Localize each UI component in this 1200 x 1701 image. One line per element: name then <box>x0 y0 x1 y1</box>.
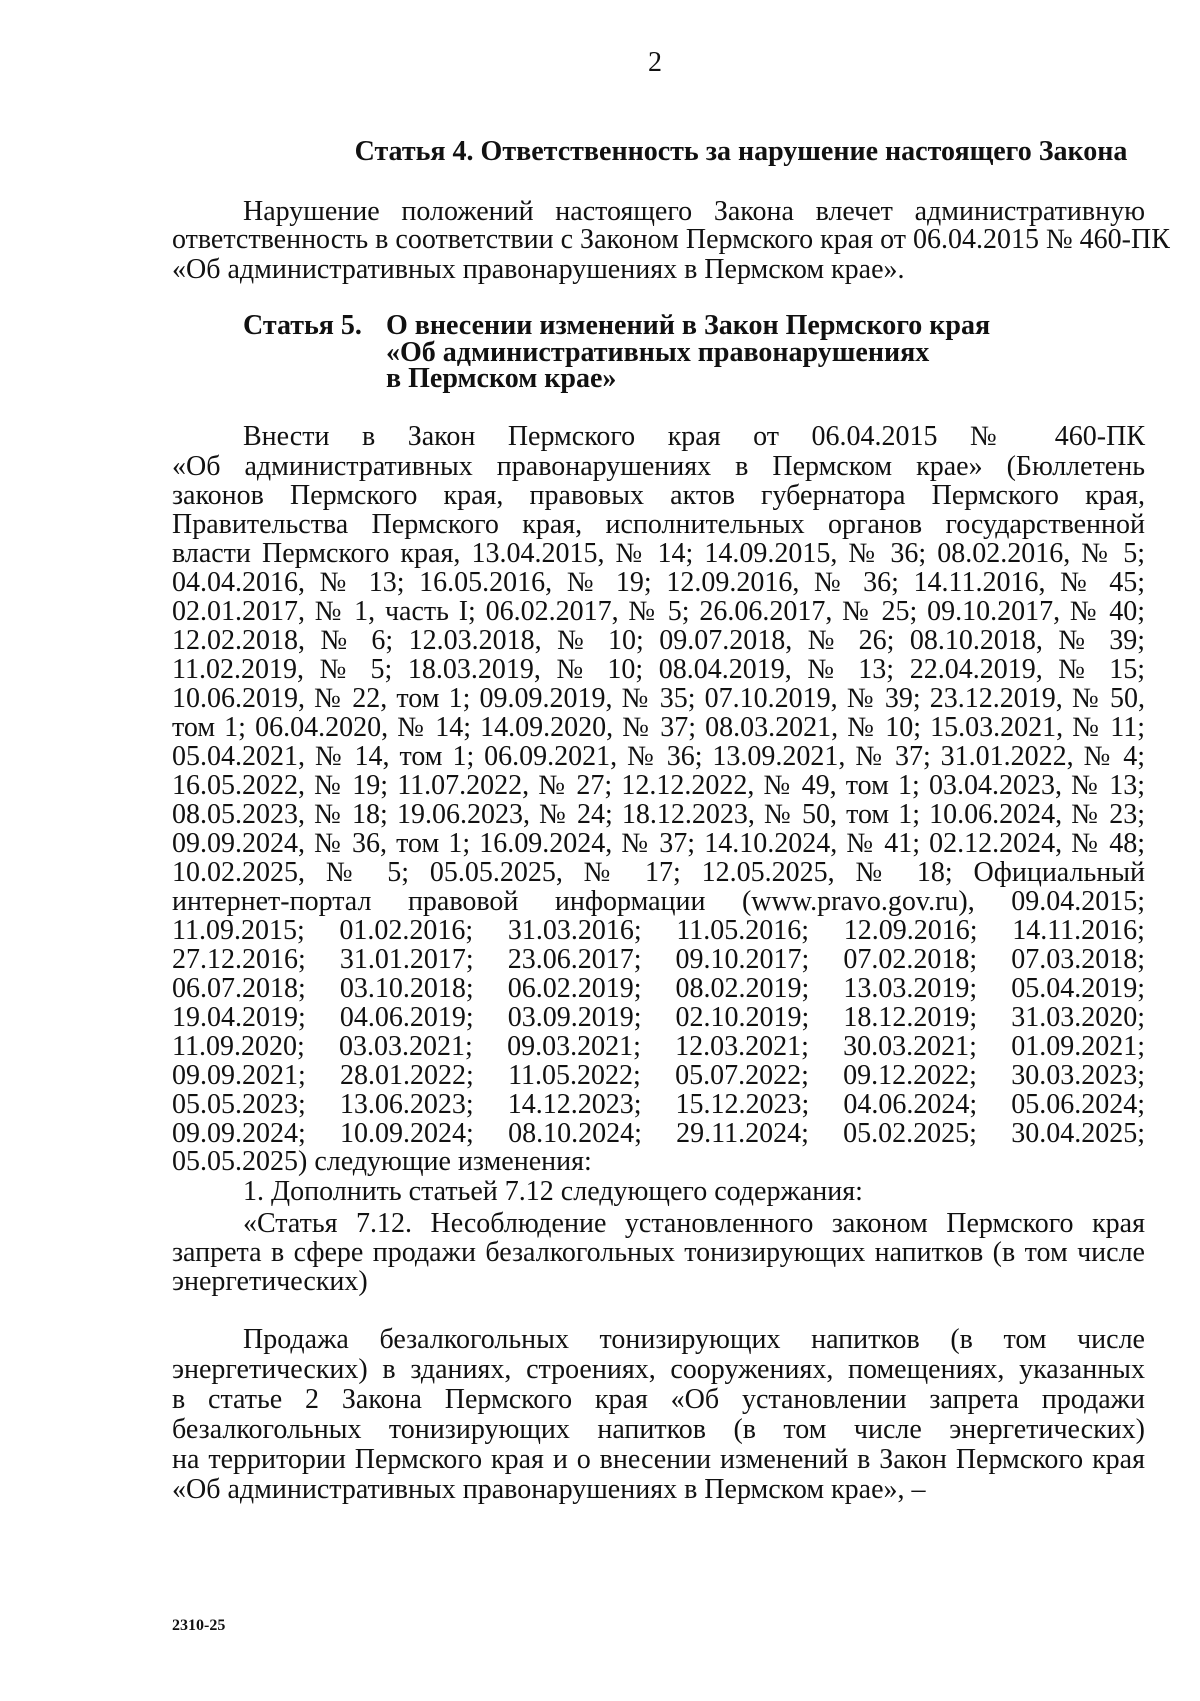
date-entry: 07.02.2018; <box>843 944 978 975</box>
article-4-line: ответственность в соответствии с Законом Пермского края от 06.04.2015 № 460-ПК <box>172 224 1170 255</box>
date-entry: 03.09.2019; <box>507 1002 642 1033</box>
date-entry: 09.12.2022; <box>843 1060 977 1091</box>
date-entry: 05.02.2025; <box>843 1118 977 1149</box>
article-5-body-line: 10.06.2019, № 22, том 1; 09.09.2019, № 35; 07.10.2019, № 39; 23.12.2019, № 50, <box>172 683 1145 714</box>
date-entry: 05.04.2019; <box>1011 973 1145 1004</box>
article-5-body-line: Внести в Закон Пермского края от 06.04.2015 № 460-ПК <box>243 421 1145 452</box>
article-5-title-line: в Пермском крае» <box>386 363 617 394</box>
date-entry: 07.03.2018; <box>1011 944 1145 975</box>
article-7-12-line: «Статья 7.12. Несоблюдение установленного законом Пермского края <box>243 1208 1145 1239</box>
date-entry: 01.09.2021; <box>1011 1031 1145 1062</box>
item-1: 1. Дополнить статьей 7.12 следующего содержания: <box>243 1176 863 1207</box>
date-entry: 11.09.2015; <box>172 915 305 946</box>
date-entry: 01.02.2016; <box>339 915 474 946</box>
date-entry: 19.04.2019; <box>172 1002 306 1033</box>
article-5-body-line: интернет-портал правовой информации (www.pravo.gov.ru), 09.04.2015; <box>172 886 1145 917</box>
article-5-body-line: «Об административных правонарушениях в Пермском крае» (Бюллетень <box>172 451 1145 482</box>
dates-row <box>172 1090 1145 1120</box>
date-entry: 11.05.2016; <box>676 915 810 946</box>
article-4-title: Статья 4. Ответственность за нарушение настоящего Закона <box>354 136 1128 167</box>
date-entry: 12.03.2021; <box>675 1031 809 1062</box>
sale-line: безалкогольных тонизирующих напитков (в том числе энергетических) <box>172 1414 1145 1445</box>
article-5-closing-line: 05.05.2025) следующие изменения: <box>172 1146 592 1177</box>
date-entry: 03.10.2018; <box>339 973 474 1004</box>
dates-row <box>172 945 1145 975</box>
date-entry: 15.12.2023; <box>675 1089 810 1120</box>
sale-line: на территории Пермского края и о внесении изменений в Закон Пермского края <box>172 1444 1145 1475</box>
date-entry: 27.12.2016; <box>172 944 306 975</box>
date-entry: 03.03.2021; <box>339 1031 473 1062</box>
date-entry: 18.12.2019; <box>843 1002 978 1033</box>
date-entry: 08.02.2019; <box>675 973 810 1004</box>
date-entry: 05.05.2023; <box>172 1089 306 1120</box>
sale-line: Продажа безалкогольных тонизирующих напитков (в том числе <box>243 1324 1145 1355</box>
date-entry: 11.05.2022; <box>508 1060 641 1091</box>
date-entry: 28.01.2022; <box>340 1060 474 1091</box>
date-entry: 08.10.2024; <box>508 1118 642 1149</box>
article-7-12-line: энергетических) <box>172 1266 368 1297</box>
date-entry: 05.06.2024; <box>1011 1089 1145 1120</box>
article-5-label: Статья 5. <box>243 310 362 341</box>
date-entry: 11.09.2020; <box>172 1031 305 1062</box>
date-entry: 06.07.2018; <box>172 973 306 1004</box>
date-entry: 31.03.2020; <box>1011 1002 1145 1033</box>
dates-row <box>172 1061 1145 1091</box>
article-5-body-line: Правительства Пермского края, исполнительных органов государственной <box>172 509 1145 540</box>
article-5-body-line: 04.04.2016, № 13; 16.05.2016, № 19; 12.09.2016, № 36; 14.11.2016, № 45; <box>172 567 1145 598</box>
date-entry: 30.03.2021; <box>843 1031 977 1062</box>
date-entry: 09.09.2021; <box>172 1060 306 1091</box>
article-5-body-line: 11.02.2019, № 5; 18.03.2019, № 10; 08.04.2019, № 13; 22.04.2019, № 15; <box>172 654 1145 685</box>
article-5-body-line: 05.04.2021, № 14, том 1; 06.09.2021, № 36; 13.09.2021, № 37; 31.01.2022, № 4; <box>172 741 1145 772</box>
article-4-line: «Об административных правонарушениях в Пермском крае». <box>172 254 905 285</box>
date-entry: 14.12.2023; <box>507 1089 642 1120</box>
dates-row <box>172 1119 1145 1149</box>
sale-line: в статье 2 Закона Пермского края «Об установлении запрета продажи <box>172 1384 1145 1415</box>
dates-row <box>172 916 1145 946</box>
date-entry: 02.10.2019; <box>675 1002 810 1033</box>
article-5-body-line: 10.02.2025, № 5; 05.05.2025, № 17; 12.05.2025, № 18; Официальный <box>172 857 1145 888</box>
document-code: 2310-25 <box>172 1617 226 1634</box>
article-5-body-line: 16.05.2022, № 19; 11.07.2022, № 27; 12.12.2022, № 49, том 1; 03.04.2023, № 13; <box>172 770 1145 801</box>
sale-line: «Об административных правонарушениях в Пермском крае», – <box>172 1474 926 1505</box>
article-5-title-line: «Об административных правонарушениях <box>386 337 930 368</box>
article-5-body-line: 02.01.2017, № 1, часть I; 06.02.2017, № 5; 26.06.2017, № 25; 09.10.2017, № 40; <box>172 596 1145 627</box>
date-entry: 12.09.2016; <box>843 915 978 946</box>
article-5-body-line: 08.05.2023, № 18; 19.06.2023, № 24; 18.12.2023, № 50, том 1; 10.06.2024, № 23; <box>172 799 1145 830</box>
article-5-body-line: законов Пермского края, правовых актов губернатора Пермского края, <box>172 480 1145 511</box>
date-entry: 31.01.2017; <box>339 944 474 975</box>
date-entry: 05.07.2022; <box>675 1060 809 1091</box>
dates-row <box>172 974 1145 1004</box>
article-5-body-line: власти Пермского края, 13.04.2015, № 14; 14.09.2015, № 36; 08.02.2016, № 5; <box>172 538 1145 569</box>
dates-row <box>172 1003 1145 1033</box>
date-entry: 31.03.2016; <box>507 915 642 946</box>
article-4-line: Нарушение положений настоящего Закона влечет административную <box>243 196 1145 227</box>
page-number: 2 <box>648 47 662 78</box>
date-entry: 29.11.2024; <box>676 1118 809 1149</box>
date-entry: 04.06.2024; <box>843 1089 978 1120</box>
date-entry: 30.04.2025; <box>1011 1118 1145 1149</box>
article-5-body-line: 09.09.2024, № 36, том 1; 16.09.2024, № 37; 14.10.2024, № 41; 02.12.2024, № 48; <box>172 828 1145 859</box>
date-entry: 04.06.2019; <box>339 1002 474 1033</box>
date-entry: 30.03.2023; <box>1011 1060 1145 1091</box>
article-5-body-line: том 1; 06.04.2020, № 14; 14.09.2020, № 37; 08.03.2021, № 10; 15.03.2021, № 11; <box>172 712 1145 743</box>
date-entry: 13.06.2023; <box>339 1089 474 1120</box>
date-entry: 23.06.2017; <box>507 944 642 975</box>
date-entry: 10.09.2024; <box>340 1118 474 1149</box>
date-entry: 14.11.2016; <box>1012 915 1145 946</box>
article-5-body-line: 12.02.2018, № 6; 12.03.2018, № 10; 09.07.2018, № 26; 08.10.2018, № 39; <box>172 625 1145 656</box>
article-5-title-line: О внесении изменений в Закон Пермского края <box>386 310 991 341</box>
date-entry: 09.09.2024; <box>172 1118 306 1149</box>
sale-line: энергетических) в зданиях, строениях, сооружениях, помещениях, указанных <box>172 1354 1145 1385</box>
date-entry: 09.10.2017; <box>675 944 810 975</box>
date-entry: 06.02.2019; <box>507 973 642 1004</box>
date-entry: 09.03.2021; <box>507 1031 641 1062</box>
date-entry: 13.03.2019; <box>843 973 978 1004</box>
article-7-12-line: запрета в сфере продажи безалкогольных тонизирующих напитков (в том числе <box>172 1237 1145 1268</box>
dates-row <box>172 1032 1145 1062</box>
